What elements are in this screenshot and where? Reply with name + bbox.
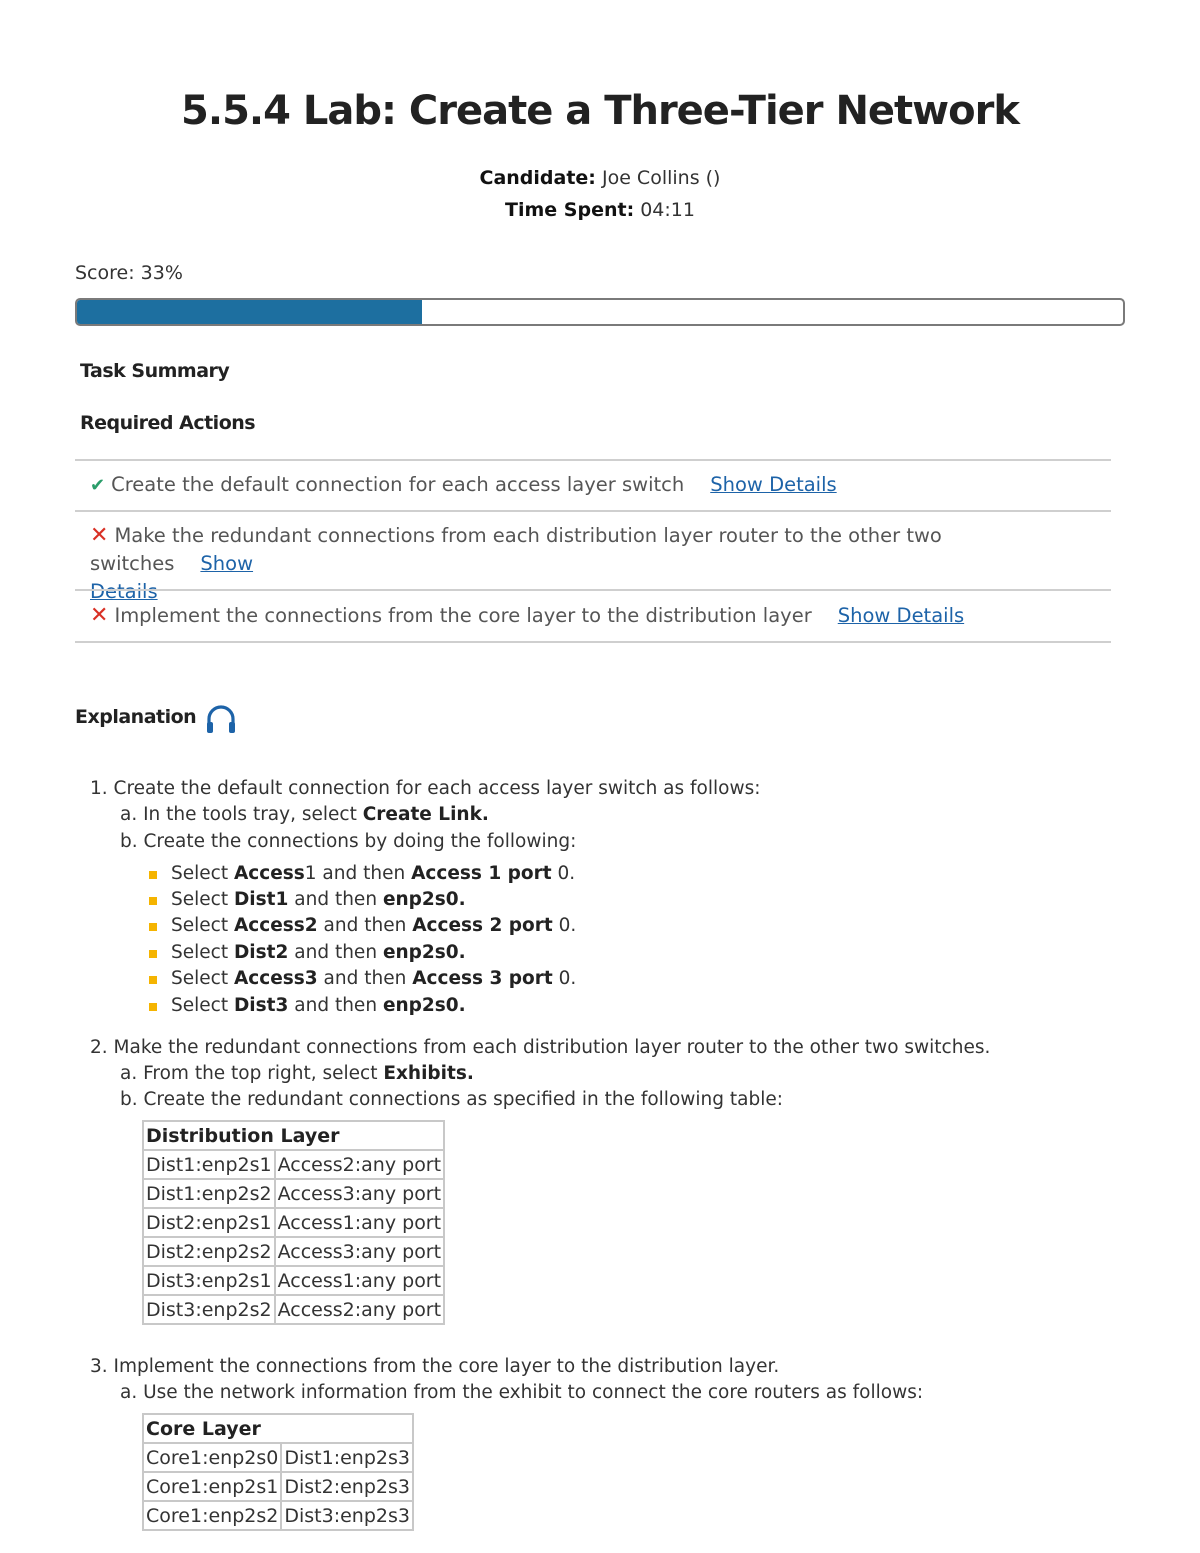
time-spent-value: 04:11 <box>640 199 695 221</box>
required-action-item <box>90 522 1110 606</box>
candidate-line <box>0 167 1200 189</box>
table-cell: Access1:any port <box>275 1266 444 1295</box>
show-details-link[interactable]: Details <box>90 580 158 603</box>
bullet-marker <box>149 950 157 958</box>
bold-text: enp2s0. <box>382 942 466 963</box>
table-cell: Access2:any port <box>275 1150 444 1179</box>
table-cell: Dist3:enp2s2 <box>143 1295 275 1324</box>
step-2-text: 2. Make the redundant connections from each distribution layer router to the other two switches. <box>90 1037 991 1058</box>
candidate-value: Joe Collins () <box>601 167 721 189</box>
table-row <box>143 1150 444 1179</box>
list-item <box>171 968 576 989</box>
step-2a-text <box>120 1063 474 1084</box>
table-cell: Access3:any port <box>275 1237 444 1266</box>
table-cell: Core1:enp2s0 <box>143 1443 281 1472</box>
bullet-marker <box>149 923 157 931</box>
text: Select <box>171 889 234 910</box>
table-row <box>143 1501 413 1530</box>
step-3a-text: a. Use the network information from the exhibit to connect the core routers as follows: <box>120 1382 924 1403</box>
action-text: Make the redundant connections from each distribution layer router to the other two switches <box>90 524 942 575</box>
table-cell: Access2:any port <box>275 1295 444 1324</box>
step-1a-prefix: a. In the tools tray, select <box>120 804 363 825</box>
table-header: Distribution Layer <box>143 1121 444 1150</box>
text: Select <box>171 863 234 884</box>
list-item <box>171 915 576 936</box>
bold-text: Dist1 <box>233 889 289 910</box>
bold-text: Access 2 port <box>412 915 553 936</box>
step-2a-bold: Exhibits. <box>383 1063 474 1084</box>
step-2b-text: b. Create the redundant connections as specified in the following table: <box>120 1089 783 1110</box>
show-details-link[interactable]: Show <box>200 552 254 575</box>
table-cell: Dist3:enp2s1 <box>143 1266 275 1295</box>
bold-text: Dist3 <box>233 995 289 1016</box>
text: and then <box>288 995 383 1016</box>
distribution-layer-table <box>142 1120 445 1325</box>
table-cell: Dist1:enp2s2 <box>143 1179 275 1208</box>
text: 0. <box>552 915 577 936</box>
table-header: Core Layer <box>143 1414 413 1443</box>
list-item <box>171 863 575 884</box>
bold-text: Access <box>233 863 305 884</box>
bold-text: Access3 <box>233 968 318 989</box>
step-3-text: 3. Implement the connections from the core layer to the distribution layer. <box>90 1356 780 1377</box>
close-icon: ✕ <box>90 523 109 548</box>
table-row <box>143 1266 444 1295</box>
text: 1 and then <box>304 863 412 884</box>
table-cell: Dist1:enp2s1 <box>143 1150 275 1179</box>
explanation-heading: Explanation <box>75 706 197 728</box>
bullet-marker <box>149 976 157 984</box>
table-row <box>143 1443 413 1472</box>
divider <box>75 589 1111 591</box>
text: 0. <box>551 863 576 884</box>
core-layer-table <box>142 1413 414 1531</box>
step-1a-text <box>120 804 489 825</box>
table-cell: Core1:enp2s1 <box>143 1472 281 1501</box>
required-actions-heading: Required Actions <box>80 412 256 434</box>
table-row <box>143 1472 413 1501</box>
divider <box>75 459 1111 461</box>
list-item <box>171 889 466 910</box>
text: and then <box>317 915 413 936</box>
show-details-link[interactable]: Show Details <box>837 604 965 627</box>
task-summary-heading: Task Summary <box>80 360 230 382</box>
bold-text: Access 3 port <box>412 968 553 989</box>
divider <box>75 641 1111 643</box>
bold-text: Access2 <box>233 915 318 936</box>
bullet-marker <box>149 871 157 879</box>
table-row <box>143 1295 444 1324</box>
show-details-link[interactable]: Show Details <box>710 473 837 496</box>
table-cell: Dist1:enp2s3 <box>281 1443 413 1472</box>
text: 0. <box>552 968 577 989</box>
table-cell: Core1:enp2s2 <box>143 1501 281 1530</box>
bold-text: enp2s0. <box>382 995 466 1016</box>
required-action-item <box>90 602 1110 630</box>
list-item <box>171 995 466 1016</box>
candidate-label: Candidate: <box>479 167 596 189</box>
text: Select <box>171 995 234 1016</box>
page-title: 5.5.4 Lab: Create a Three-Tier Network <box>181 88 1019 134</box>
time-spent-label: Time Spent: <box>505 199 635 221</box>
score-label: Score: 33% <box>75 262 183 284</box>
table-cell: Access1:any port <box>275 1208 444 1237</box>
text: Select <box>171 942 234 963</box>
text: and then <box>288 942 383 963</box>
bullet-marker <box>149 1003 157 1011</box>
step-1a-bold: Create Link. <box>362 804 489 825</box>
score-progress-fill <box>77 300 422 324</box>
bullet-marker <box>149 897 157 905</box>
score-progress-bar <box>75 298 1125 326</box>
table-cell: Access3:any port <box>275 1179 444 1208</box>
text: Select <box>171 915 234 936</box>
check-icon: ✔ <box>90 475 106 496</box>
bold-text: Dist2 <box>233 942 289 963</box>
table-cell: Dist2:enp2s1 <box>143 1208 275 1237</box>
step-1b-text: b. Create the connections by doing the following: <box>120 831 577 852</box>
action-text: Create the default connection for each access layer switch <box>111 473 685 496</box>
table-row <box>143 1237 444 1266</box>
bold-text: Access 1 port <box>411 863 552 884</box>
step-2a-prefix: a. From the top right, select <box>120 1063 384 1084</box>
step-1-text: 1. Create the default connection for each access layer switch as follows: <box>90 778 761 799</box>
required-action-item <box>90 471 1110 500</box>
list-item <box>171 942 466 963</box>
table-cell: Dist2:enp2s3 <box>281 1472 413 1501</box>
bold-text: enp2s0. <box>382 889 466 910</box>
table-cell: Dist2:enp2s2 <box>143 1237 275 1266</box>
text: and then <box>288 889 383 910</box>
text: and then <box>317 968 413 989</box>
close-icon: ✕ <box>90 603 109 628</box>
text: Select <box>171 968 234 989</box>
time-spent-line <box>0 199 1200 221</box>
table-cell: Dist3:enp2s3 <box>281 1501 413 1530</box>
table-row <box>143 1179 444 1208</box>
action-text: Implement the connections from the core layer to the distribution layer <box>114 604 812 627</box>
table-row <box>143 1208 444 1237</box>
divider <box>75 510 1111 512</box>
headphones-icon[interactable] <box>204 703 238 737</box>
